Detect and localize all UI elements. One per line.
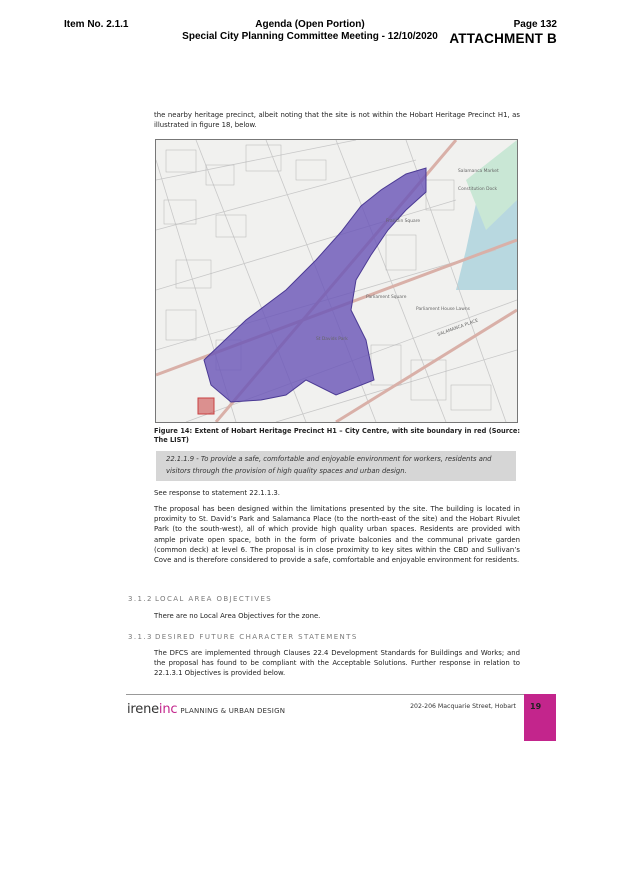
map-label-st-davids-park: St Davids Park bbox=[316, 337, 348, 342]
section-number: 3.1.2 bbox=[128, 595, 153, 603]
map-label-parliament-house-lawns: Parliament House Lawns bbox=[416, 307, 470, 312]
meeting-title: Special City Planning Committee Meeting - 12/10/2020 bbox=[182, 31, 438, 42]
brand-inc: inc bbox=[158, 702, 178, 717]
footer-page-number: 19 bbox=[524, 694, 556, 741]
local-area-text: There are no Local Area Objectives for the zone. bbox=[154, 612, 321, 620]
brand-tagline: PLANNING & URBAN DESIGN bbox=[180, 707, 286, 715]
page-number: Page 132 bbox=[513, 19, 557, 30]
map-label-salamanca-place: SALAMANCA PLACE bbox=[436, 318, 480, 338]
intro-paragraph: the nearby heritage precinct, albeit noting that the site is not within the Hobart Heritage Precinct H1, as illustrated in figure 18, below. bbox=[154, 111, 520, 130]
proposal-paragraph: The proposal has been designed within the limitations presented by the site. The building is located in proximity to St. David’s Park and Salamanca Place (to the north-east of the site) and the Hobart Rivulet Park (to the south-west), all of which provide high quality urban spaces. Residents are provided with ample private open space, both in the form of private balconies and the communal private garden (common deck) at level 6. The proposal is in close proximity to key sites within the CBD and Sullivan’s Cove and is therefore considered to provide a safe, comfortable and enjoyable environment for residents. bbox=[154, 505, 520, 565]
site-boundary bbox=[198, 398, 214, 414]
section-title: LOCAL AREA OBJECTIVES bbox=[155, 595, 273, 603]
map-label-franklin-square: Franklin Square bbox=[386, 219, 421, 224]
heritage-precinct-map bbox=[155, 139, 518, 423]
item-number: Item No. 2.1.1 bbox=[64, 19, 129, 30]
agenda-title: Agenda (Open Portion) bbox=[255, 19, 365, 30]
section-title: DESIRED FUTURE CHARACTER STATEMENTS bbox=[155, 633, 358, 641]
map-graphic bbox=[156, 140, 517, 422]
map-label-salamanca-market: Salamanca Market bbox=[458, 169, 499, 174]
attachment-label: ATTACHMENT B bbox=[449, 31, 557, 46]
footer-address: 202-206 Macquarie Street, Hobart bbox=[410, 703, 516, 710]
section-heading-local-area bbox=[128, 595, 272, 603]
agenda-heading bbox=[160, 19, 460, 43]
section-number: 3.1.3 bbox=[128, 633, 153, 641]
section-heading-dfcs bbox=[128, 633, 358, 641]
map-label-parliament-square: Parliament Square bbox=[366, 295, 407, 300]
objective-quote-box bbox=[156, 451, 516, 481]
map-label-constitution-dock: Constitution Dock bbox=[458, 187, 498, 192]
objective-quote: 22.1.1.9 - To provide a safe, comfortable and enjoyable environment for workers, residents and visitors through the provision of high quality spaces and urban design. bbox=[166, 455, 492, 475]
see-response-text: See response to statement 22.1.1.3. bbox=[154, 489, 280, 497]
brand-irene: irene bbox=[127, 702, 159, 717]
dfcs-paragraph: The DFCS are implemented through Clauses 22.4 Development Standards for Buildings and Works; and the proposal has found to be compliant with the Acceptable Solutions. Further response in relation to 22.1.3.1 Objectives is provided below. bbox=[154, 649, 520, 678]
brand-logo bbox=[127, 698, 285, 717]
footer-divider bbox=[126, 694, 556, 695]
figure-caption: Figure 14: Extent of Hobart Heritage Precinct H1 – City Centre, with site boundary in red (Source: The LIST) bbox=[154, 427, 520, 444]
